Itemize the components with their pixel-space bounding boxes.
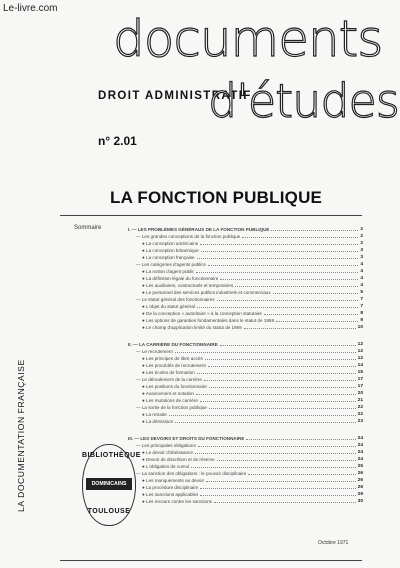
toc-entry-label: ● Avancement et notation	[142, 391, 194, 396]
toc-entry-label: ● L'objet du statut général	[142, 304, 195, 309]
toc-entry-page: 22	[357, 405, 363, 410]
stamp-middle-text: DOMINICAINS	[86, 478, 132, 490]
toc-entry-page: 2	[360, 234, 363, 239]
toc-entry-page: 7	[360, 304, 363, 309]
toc-entry-label: ● L'obligation de cumul	[142, 464, 190, 469]
toc-entry-page: 29	[357, 492, 363, 497]
toc-entry-page: 23	[357, 419, 363, 424]
toc-entry-label: ● Les options de garanties fondamentales dans le statut de 1959	[142, 318, 275, 323]
toc-entry-label: ● Le devoir d'obéissance	[142, 450, 193, 455]
toc-entry-page: 22	[357, 412, 363, 417]
issue-number: n° 2.01	[98, 134, 137, 148]
toc-leader-dots	[214, 502, 356, 503]
toc-entry-page: 5	[360, 290, 363, 295]
series-name-line1: documents	[113, 10, 383, 68]
toc-entry-page: 30	[357, 499, 363, 504]
toc-entry-label: — Le recrutement	[136, 349, 173, 354]
toc-entry-label: ● La conception française	[142, 255, 195, 260]
toc-entry-page: 20	[357, 391, 363, 396]
toc-entry-page: 2	[360, 241, 363, 246]
toc-entry-label: ● Les positions du fonctionnaire	[142, 384, 207, 389]
toc-entry-page: 12	[357, 349, 363, 354]
toc-entry-page: 14	[357, 363, 363, 368]
toc-entry-page: 7	[360, 297, 363, 302]
toc-entry-label: ● Les procédés de recrutement	[142, 363, 206, 368]
toc-entry-page: 24	[357, 436, 363, 441]
toc-entry-label: ● La conception américaine	[142, 241, 199, 246]
toc-entry-page: 24	[357, 457, 363, 462]
publisher-side-text: LA DOCUMENTATION FRANÇAISE	[16, 359, 26, 512]
top-divider	[60, 215, 362, 216]
toc-entry-label: ● Les écoles de formation	[142, 370, 195, 375]
toc-entry-page: 4	[360, 283, 363, 288]
toc-entry-page: 15	[357, 370, 363, 375]
toc-entry-label: ● La notion d'agent public	[142, 269, 195, 274]
toc-entry-page: 4	[360, 269, 363, 274]
series-name-line2: d'études	[208, 74, 399, 128]
toc-leader-dots	[175, 422, 356, 423]
toc-entry-label: — Les grandes conceptions de la fonction publique	[136, 234, 241, 239]
toc-entry-page: 24	[357, 450, 363, 455]
toc-entry-label: ● Les manquements au devoir	[142, 478, 205, 483]
toc-entry-page: 12	[357, 356, 363, 361]
toc-entry-label: — La sanction des obligations : le pouvoir disciplinaire	[136, 471, 247, 476]
toc-entry-label: ● Les auxiliaires, contractuels et temporaires	[142, 283, 234, 288]
toc-entry-label: ● Le champ d'application limité du statut de 1959	[142, 325, 242, 330]
toc-entry-label: ● Les mutations de carrière	[142, 398, 198, 403]
toc-entry-page: 26	[357, 485, 363, 490]
main-title: LA FONCTION PUBLIQUE	[110, 188, 323, 207]
toc-entry-page: 3	[360, 248, 363, 253]
toc-entry-label: ● Devoir de discrétion et de réserve	[142, 457, 215, 462]
toc-entry-label: — Le déroulement de la carrière	[136, 377, 202, 382]
subtitle: DROIT ADMINISTRATIF	[98, 90, 252, 102]
toc-entry-page: 9	[360, 318, 363, 323]
toc-entry-page: 24	[357, 443, 363, 448]
toc-entry	[128, 322, 363, 330]
bottom-divider	[60, 560, 362, 561]
toc-entry-label: — Les catégories d'agents publics	[136, 262, 206, 267]
toc-entry-label: III. — LES DEVOIRS ET DROITS DU FONCTIONNAIRE	[128, 436, 245, 441]
toc-entry-label: — La sortie de la fonction publique	[136, 405, 207, 410]
toc-entry-label: — Les principales obligations	[136, 443, 196, 448]
publication-date: Octobre 1971	[318, 540, 349, 546]
toc-entry-label: — Le statut général des fonctionnaires	[136, 297, 215, 302]
toc-entry-page: 17	[357, 384, 363, 389]
toc-entry-label: ● Les recours contre les sanctions	[142, 499, 212, 504]
seller-watermark: Le-livre.com	[3, 3, 58, 14]
library-stamp	[82, 444, 141, 526]
toc-leader-dots	[244, 328, 356, 329]
toc-entry-label: I. — LES PROBLÈMES GÉNÉRAUX DE LA FONCTION PUBLIQUE	[128, 227, 270, 232]
toc-entry-label: ● La démission	[142, 419, 174, 424]
toc-entry-label: ● La conception britannique	[142, 248, 199, 253]
toc-entry-page: 4	[360, 276, 363, 281]
toc-entry-page: 25	[357, 464, 363, 469]
toc-entry-page: 2	[360, 227, 363, 232]
toc-entry-label: ● Les principes de libre accès	[142, 356, 203, 361]
toc-entry-label: ● Les sanctions applicables	[142, 492, 199, 497]
toc-entry-page: 4	[360, 262, 363, 267]
toc-entry-page: 10	[357, 325, 363, 330]
toc-entry-page: 21	[357, 398, 363, 403]
toc-entry-label: ● De la conception « autoritaire » à la conception statutaire	[142, 311, 262, 316]
toc-entry-page: 3	[360, 255, 363, 260]
toc-entry	[128, 496, 363, 504]
sommaire-label: Sommaire	[74, 225, 102, 231]
toc-entry-page: 17	[357, 377, 363, 382]
toc-entry-page: 12	[357, 342, 363, 347]
toc-entry-label: ● La retraite	[142, 412, 167, 417]
toc-entry-page: 26	[357, 478, 363, 483]
toc-entry	[128, 416, 363, 424]
toc-entry-label: II. — LA CARRIÈRE DU FONCTIONNAIRE	[128, 342, 218, 347]
toc-entry-label: ● Le personnel des services publics industriels et commerciaux	[142, 290, 271, 295]
toc-entry-label: ● La procédure disciplinaire	[142, 485, 199, 490]
toc-entry-page: 26	[357, 471, 363, 476]
toc-entry-label: ● La définition légale du fonctionnaire	[142, 276, 219, 281]
stamp-bottom-text: TOULOUSE	[87, 508, 131, 515]
stamp-top-text: BIBLIOTHÈQUE	[82, 452, 141, 459]
toc-entry-page: 8	[360, 311, 363, 316]
